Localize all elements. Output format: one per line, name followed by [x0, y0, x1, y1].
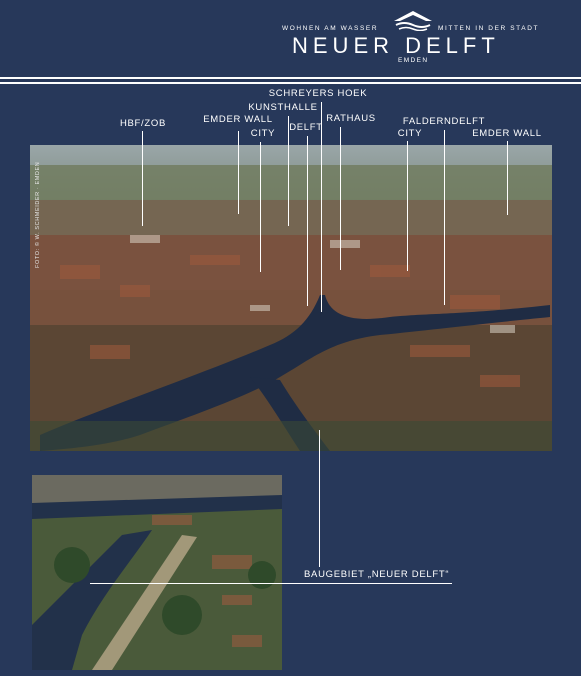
- tagline-left: WOHNEN AM WASSER: [282, 25, 379, 32]
- divider-bottom: [0, 82, 581, 84]
- brand-subtitle: EMDEN: [398, 57, 429, 64]
- label-rathaus: RATHAUS: [326, 113, 376, 124]
- label-kunsthalle: KUNSTHALLE: [248, 102, 318, 113]
- leader-hbf-zob: [142, 131, 143, 226]
- leader-baugebiet-vertical: [319, 430, 320, 567]
- leader-city-left: [260, 142, 261, 272]
- brand-title: NEUER DELFT: [292, 33, 500, 58]
- divider-top: [0, 77, 581, 79]
- label-baugebiet: BAUGEBIET „NEUER DELFT“: [304, 569, 450, 580]
- label-hbf-zob: HBF/ZOB: [119, 118, 167, 129]
- leader-city-right: [407, 141, 408, 271]
- aerial-photo-construction-area: [32, 475, 282, 670]
- leader-emder-wall-right: [507, 141, 508, 215]
- tagline-right: MITTEN IN DER STADT: [438, 25, 540, 32]
- photo-credit: FOTO: © W. SCHMEIDER · EMDEN: [35, 161, 41, 268]
- leader-schreyers-hoek: [321, 102, 322, 312]
- label-emder-wall-left: EMDER WALL: [203, 114, 273, 125]
- leader-delft: [307, 136, 308, 306]
- label-emder-wall-right: EMDER WALL: [472, 128, 542, 139]
- leader-falderndelft: [444, 130, 445, 305]
- aerial-photo-emden: [30, 145, 552, 451]
- label-city-right: CITY: [397, 128, 423, 139]
- label-delft: DELFT: [289, 122, 323, 133]
- leader-emder-wall-left: [238, 131, 239, 214]
- label-schreyers-hoek: SCHREYERS HOEK: [268, 88, 368, 99]
- label-falderndelft: FALDERNDELFT: [402, 116, 486, 127]
- label-city-left: CITY: [250, 128, 276, 139]
- leader-rathaus: [340, 127, 341, 270]
- leader-baugebiet-horizontal: [90, 583, 452, 584]
- house-over-waves-icon: [390, 9, 436, 31]
